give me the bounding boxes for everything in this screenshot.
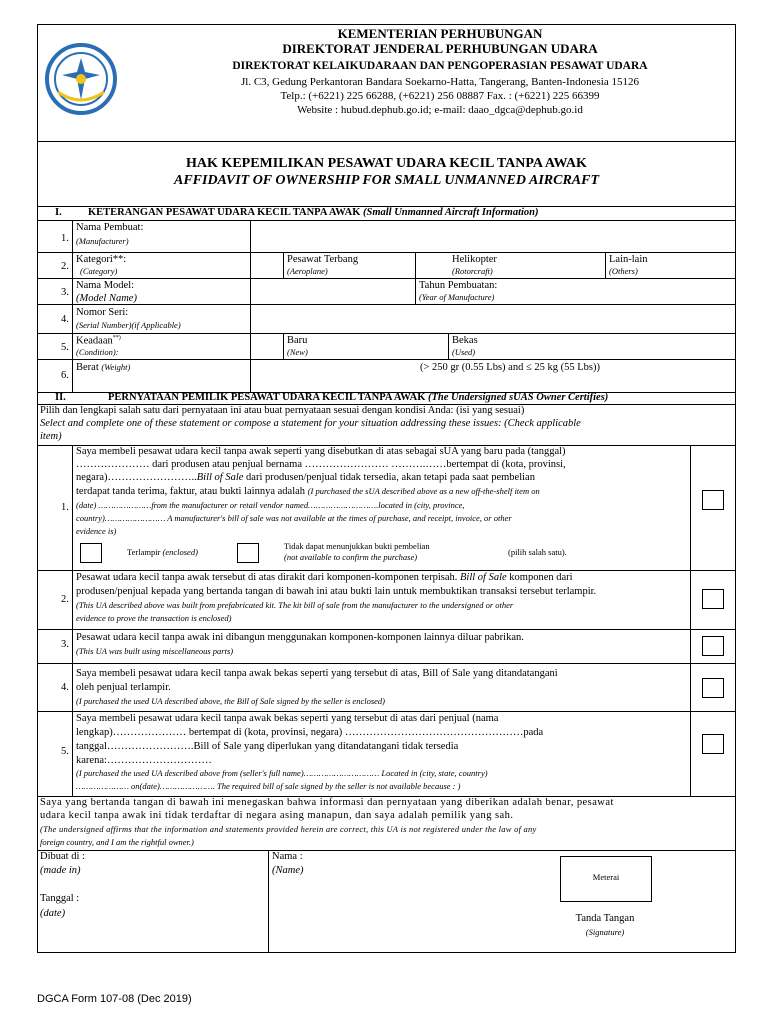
choose-one-note: (pilih salah satu). [508, 547, 567, 557]
statement4-checkbox[interactable] [702, 678, 724, 698]
signature-label: Tanda Tangan [575, 913, 635, 924]
serial-label: Nomor Seri: [76, 307, 129, 318]
address: Jl. C3, Gedung Perkantoran Bandara Soekarno-Hatta, Tangerang, Banten-Indonesia 15126 [241, 76, 639, 88]
condition-used-en: (Used) [452, 347, 476, 357]
grid-line [37, 629, 736, 630]
statement4-line3: (I purchased the used UA described above, the Bill of Sale signed by the seller is enclosed) [76, 696, 385, 706]
statement2-number: 2. [61, 594, 69, 605]
grid-line [37, 663, 736, 664]
statement3-line1: Pesawat udara kecil tanpa awak ini dibangun menggunakan komponen-komponen lainnya diluar pabrikan. [76, 632, 524, 643]
grid-line [37, 252, 736, 253]
year-label-en: (Year of Manufacture) [419, 292, 495, 302]
stamp-label: Meterai [592, 872, 620, 882]
statement5-line4: karena:………………………… [76, 755, 212, 766]
statement3-checkbox[interactable] [702, 636, 724, 656]
date-label-en: (date) [40, 908, 66, 919]
grid-line [283, 252, 284, 278]
statement2-line1: Pesawat udara kecil tanpa awak tersebut di atas dirakit dari komponen-komponen terpisah. Bill of Sale komponen dari [76, 572, 573, 583]
row1-number: 1. [61, 233, 69, 244]
grid-line [37, 570, 736, 571]
manufacturer-label: Nama Pembuat: [76, 222, 144, 233]
condition-label-en: (Condition): [76, 347, 119, 357]
not-available-checkbox[interactable] [237, 543, 259, 563]
condition-new[interactable]: Baru [287, 335, 308, 346]
serial-field[interactable] [251, 305, 735, 332]
serial-label-en: (Serial Number)(if Applicable) [76, 320, 181, 330]
not-available-label-en: (not available to confirm the purchase) [284, 552, 418, 562]
directorate-general: DIREKTORAT JENDERAL PERHUBUNGAN UDARA [282, 41, 598, 56]
form-title-en: AFFIDAVIT OF OWNERSHIP FOR SMALL UNMANNED AIRCRAFT [173, 173, 600, 188]
section2-instructions-en-2: item) [40, 431, 62, 442]
section2-instructions: Pilih dan lengkapi salah satu dari pernyataan ini atau buat pernyataan sesuai dengan kondisi Anda: (isi yang sesuai) [40, 405, 525, 416]
section2-heading: PERNYATAAN PEMILIK PESAWAT UDARA KECIL TANPA AWAK (The Undersigned sUAS Owner Certifies) [108, 392, 609, 403]
name-label: Nama : [272, 851, 303, 862]
statement1-line2: ………………… dari produsen atau penjual bernama …………………… ……….……bertempat di (kota, provinsi, [76, 459, 566, 470]
form-title: HAK KEPEMILIKAN PESAWAT UDARA KECIL TANPA AWAK [186, 156, 587, 171]
weight-range: (> 250 gr (0.55 Lbs) and ≤ 25 kg (55 Lbs)) [420, 362, 600, 373]
declaration-line2: udara kecil tanpa awak ini tidak terdaftar di negara asing manapun, dan saya adalah pemilik yang sah. [40, 810, 514, 821]
ministry-name: KEMENTERIAN PERHUBUNGAN [337, 26, 543, 41]
statement4-line2: oleh penjual terlampir. [76, 682, 171, 693]
name-label-en: (Name) [272, 865, 304, 876]
statement1-line6: country)…………………… A manufacturer's bill of sale was not available at the times of purchase, and receipt, invoice, or other [76, 513, 512, 523]
condition-label: Keadaan**) [76, 335, 121, 347]
row2-number: 2. [61, 261, 69, 272]
section1-number: I. [55, 207, 62, 218]
grid-line [37, 711, 736, 712]
row4-number: 4. [61, 314, 69, 325]
dgca-logo [44, 42, 118, 116]
statement5-number: 5. [61, 746, 69, 757]
enclosed-label: Terlampir (enclosed) [127, 547, 198, 557]
statement2-line3: (This UA described above was built from prefabricated kit. The kit bill of sale from the manufacturer to the undersigned or other [76, 600, 514, 610]
made-in-label-en: (made in) [40, 865, 81, 876]
grid-line [448, 333, 449, 359]
declaration-en-line1: (The undersigned affirms that the information and statements provided herein are correct, this UA is not registered under the law of any [40, 824, 537, 834]
statement5-line3: tanggal…………………….Bill of Sale yang diperlukan yang ditandatangani tidak tersedia [76, 741, 459, 752]
signature-label-en: (Signature) [585, 927, 625, 937]
category-others-en: (Others) [609, 266, 638, 276]
model-field[interactable] [251, 279, 414, 303]
year-label: Tahun Pembuatan: [419, 280, 498, 291]
category-label-en: (Category) [80, 266, 118, 276]
section2-number: II. [55, 392, 66, 403]
grid-line [72, 445, 73, 796]
statement3-line2: (This UA was built using miscellaneous parts) [76, 646, 234, 656]
category-rotorcraft[interactable]: Helikopter [452, 254, 497, 265]
form-number: DGCA Form 107-08 (Dec 2019) [37, 993, 192, 1005]
declaration-line1: Saya yang bertanda tangan di bawah ini menegaskan bahwa informasi dan pernyataan yang diberikan adalah benar, pesawat [40, 797, 614, 808]
grid-line [37, 333, 736, 334]
row3-number: 3. [61, 287, 69, 298]
category-others[interactable]: Lain-lain [609, 254, 648, 265]
statement2-checkbox[interactable] [702, 589, 724, 609]
website: Website : hubud.dephub.go.id; e-mail: daao_dgca@dephub.go.id [297, 104, 583, 116]
statement5-line6: ………………… on(date)…………………. The required bill of sale signed by the seller is not available because : ) [76, 781, 461, 791]
statement1-line4: terdapat tanda terima, faktur, atau bukti lainnya adalah (I purchased the sUA described above as a new off-the-shelf item on [76, 486, 540, 497]
section1-heading: KETERANGAN PESAWAT UDARA KECIL TANPA AWAK (Small Unmanned Aircraft Information) [88, 207, 539, 218]
grid-line [72, 220, 73, 392]
statement2-line4: evidence to prove the transaction is enclosed) [76, 613, 232, 623]
date-label: Tanggal : [40, 893, 80, 904]
grid-line [268, 850, 269, 953]
manufacturer-field[interactable] [251, 221, 735, 251]
made-in-label: Dibuat di : [40, 851, 85, 862]
statement5-line5: (I purchased the used UA described above from (seller's full name)………………………… Located in (city, state, country) [76, 768, 488, 778]
model-label: Nama Model: [76, 280, 135, 291]
statement4-line1: Saya membeli pesawat udara kecil tanpa awak bekas seperti yang tersebut di atas, Bill of Sale yang ditandatangani [76, 668, 558, 679]
grid-line [37, 359, 736, 360]
enclosed-checkbox[interactable] [80, 543, 102, 563]
condition-used[interactable]: Bekas [452, 335, 478, 346]
statement2-line2: produsen/penjual kepada yang bertanda tangan di bawah ini atau bukti lain untuk membuktikan transaksi tersebut terlampir. [76, 586, 597, 597]
statement1-line1: Saya membeli pesawat udara kecil tanpa awak seperti yang disebutkan di atas sebagai sUA yang baru pada (tanggal) [76, 446, 566, 457]
directorate: DIREKTORAT KELAIKUDARAAN DAN PENGOPERASIAN PESAWAT UDARA [232, 60, 648, 72]
grid-line [37, 850, 736, 851]
grid-line [690, 445, 691, 796]
statement5-checkbox[interactable] [702, 734, 724, 754]
category-aeroplane[interactable]: Pesawat Terbang [287, 254, 359, 265]
statement5-line2: lengkap)………………… bertempat di (kota, provinsi, negara) ……………………………………………pada [76, 727, 544, 738]
statement5-line1: Saya membeli pesawat udara kecil tanpa awak bekas seperti yang tersebut di atas dari penjual (nama [76, 713, 499, 724]
header-divider [37, 141, 736, 142]
grid-line [283, 333, 284, 359]
statement1-number: 1. [61, 502, 69, 513]
phone: Telp.: (+6221) 225 66288, (+6221) 256 08887 Fax. : (+6221) 225 66399 [280, 90, 600, 102]
category-rotorcraft-en: (Rotorcraft) [452, 266, 493, 276]
weight-label: Berat (Weight) [76, 362, 131, 373]
model-label-en: (Model Name) [76, 293, 137, 304]
statement1-line5: (date) …………………from the manufacturer or retail vendor named……………………….located in (city, province, [76, 500, 465, 510]
row5-number: 5. [61, 342, 69, 353]
statement1-line3: negara)……………………..Bill of Sale dari produsen/penjual tidak tersedia, akan tetapi pada saat pembelian [76, 472, 535, 483]
statement1-checkbox[interactable] [702, 490, 724, 510]
statement4-number: 4. [61, 682, 69, 693]
not-available-label: Tidak dapat menunjukkan bukti pembelian [284, 541, 430, 551]
section2-instructions-en: Select and complete one of these statement or compose a statement for your situation addressing these issues: (Check applicable [40, 418, 581, 429]
condition-new-en: (New) [287, 347, 308, 357]
manufacturer-label-en: (Manufacturer) [76, 236, 129, 246]
grid-line [605, 252, 606, 278]
statement3-number: 3. [61, 639, 69, 650]
statement1-line7: evidence is) [76, 526, 117, 536]
category-label: Kategori**: [76, 254, 127, 265]
row6-number: 6. [61, 370, 69, 381]
declaration-en-line2: foreign country, and I am the rightful owner.) [40, 837, 194, 847]
category-aeroplane-en: (Aeroplane) [287, 266, 328, 276]
